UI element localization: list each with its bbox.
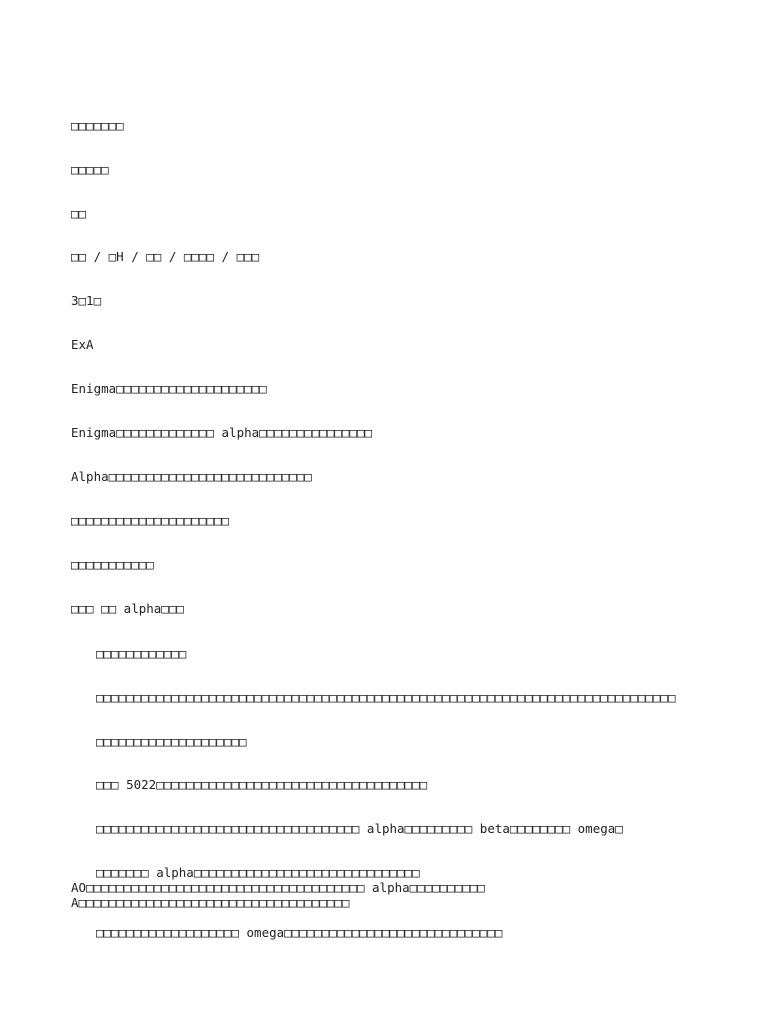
breadcrumb: □□ / □H / □□ / □□□□ / □□□ xyxy=(71,249,260,264)
document-subtitle: □□□□□ xyxy=(71,162,109,177)
summary-line-2: Enigma□□□□□□□□□□□□□ alpha□□□□□□□□□□□□□□□ xyxy=(71,425,373,440)
paragraph-1: □□□□□□□□□□□□ xyxy=(96,646,187,661)
meta-info: 3□1□ xyxy=(71,293,102,308)
paragraph-7: □□□□□□□□□□□□□□□□□□□ omega□□□□□□□□□□□□□□□□□□□□□□□□□□□□□ xyxy=(96,925,503,940)
document-title: □□□□□□□ xyxy=(71,118,124,133)
document-heading: □□ xyxy=(71,206,87,221)
code-label: ExA xyxy=(71,337,94,352)
section-label: □□□□□□□□□□□ xyxy=(71,557,154,572)
summary-line-4: □□□□□□□□□□□□□□□□□□□□□ xyxy=(71,513,230,528)
paragraph-2: □□□□□□□□□□□□□□□□□□□□□□□□□□□□□□□□□□□□□□□□□□□□□□□□□□□□□□□□□□□□□□□□□□□□□□□□□□□□□ xyxy=(96,690,676,705)
summary-line-1: Enigma□□□□□□□□□□□□□□□□□□□□ xyxy=(71,381,267,396)
paragraph-6: □□□□□□□ alpha□□□□□□□□□□□□□□□□□□□□□□□□□□□□□□ AO□□□□□□□□□□□□□□□□□□□□□□□□□□□□□□□□□□□□□ alpha□□□□□□□□□□ A□□□□□□□□□□□□□□□□□□□□□□□□□□□□□□□□□□□□ xyxy=(71,865,485,910)
summary-line-3: Alpha□□□□□□□□□□□□□□□□□□□□□□□□□□□ xyxy=(71,469,312,484)
paragraph-4: □□□ 5022□□□□□□□□□□□□□□□□□□□□□□□□□□□□□□□□□□□□ xyxy=(96,777,428,792)
section-heading: □□□ □□ alpha□□□ xyxy=(71,601,184,616)
paragraph-3: □□□□□□□□□□□□□□□□□□□□ xyxy=(96,734,247,749)
paragraph-5: □□□□□□□□□□□□□□□□□□□□□□□□□□□□□□□□□□□ alpha□□□□□□□□□ beta□□□□□□□□ omega□ xyxy=(96,821,623,836)
